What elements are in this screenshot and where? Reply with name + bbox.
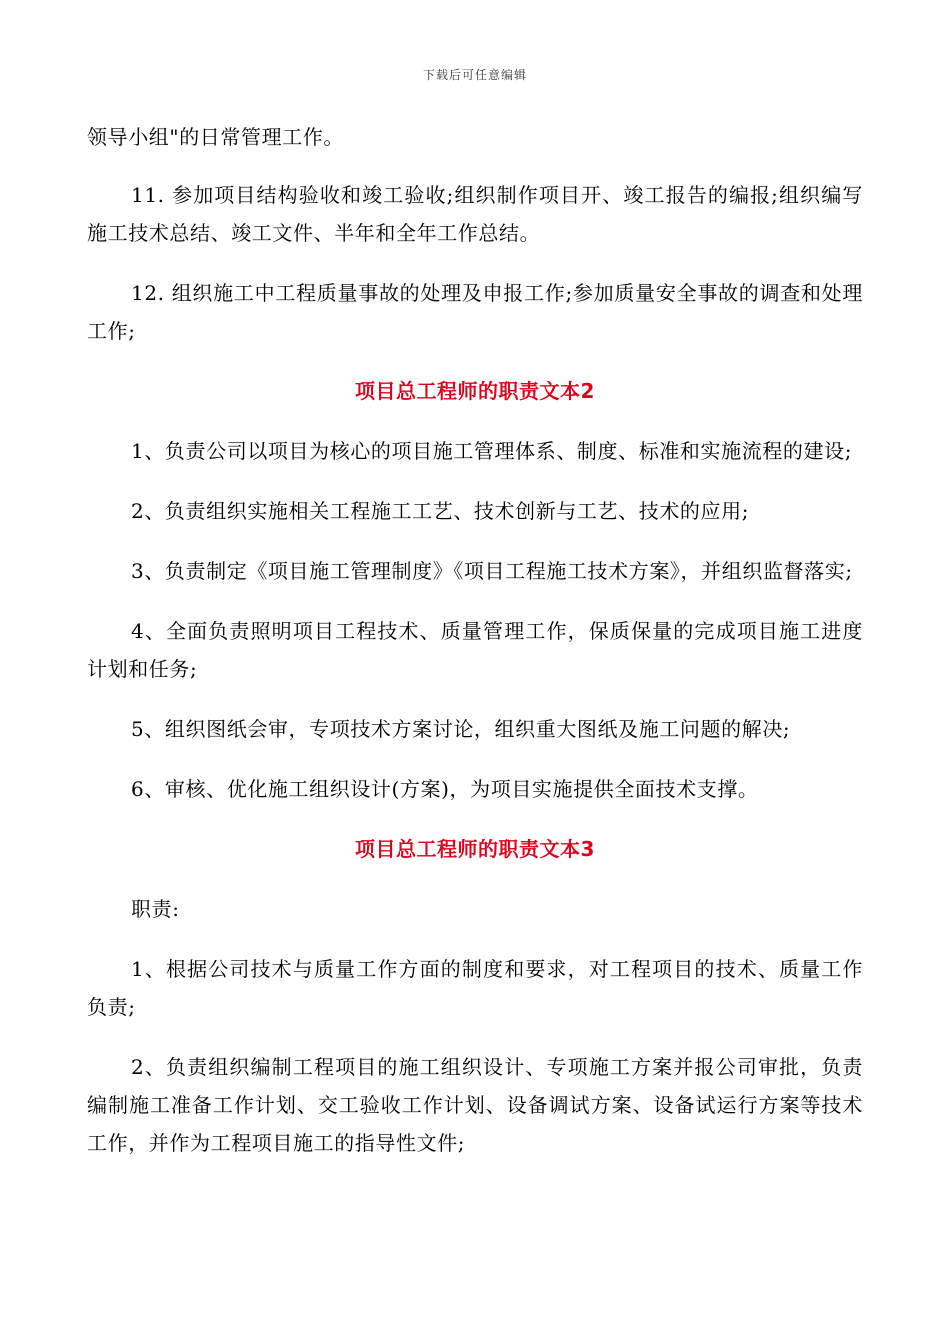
section-3-item-1: 1、根据公司技术与质量工作方面的制度和要求，对工程项目的技术、质量工作负责; — [87, 957, 863, 1019]
section-3-label: 职责: — [131, 897, 180, 921]
section-2-title: 项目总工程师的职责文本2 — [355, 379, 595, 403]
page-header-note: 下载后可任意编辑 — [422, 68, 527, 82]
paragraph-item-11: 11. 参加项目结构验收和竣工验收;组织制作项目开、竣工报告的编报;组织编写施工技术总结、竣工文件、半年和全年工作总结。 — [87, 183, 863, 245]
continuation-paragraph: 领导小组"的日常管理工作。 — [87, 125, 344, 149]
section-2-item-5: 5、组织图纸会审，专项技术方案讨论，组织重大图纸及施工问题的解决; — [131, 717, 791, 741]
section-2-item-4: 4、全面负责照明项目工程技术、质量管理工作，保质保量的完成项目施工进度计划和任务; — [87, 619, 863, 681]
section-3-item-2: 2、负责组织编制工程项目的施工组织设计、专项施工方案并报公司审批，负责编制施工准备工作计划、交工验收工作计划、设备调试方案、设备试运行方案等技术工作，并作为工程项目施工的指导性文件; — [87, 1055, 863, 1155]
document-body — [87, 118, 863, 1184]
section-2-item-3: 3、负责制定《项目施工管理制度》《项目工程施工技术方案》，并组织监督落实; — [131, 559, 853, 583]
section-2-item-6: 6、审核、优化施工组织设计(方案)，为项目实施提供全面技术支撑。 — [131, 777, 759, 801]
section-3-title: 项目总工程师的职责文本3 — [355, 837, 595, 861]
paragraph-item-12: 12. 组织施工中工程质量事故的处理及申报工作;参加质量安全事故的调查和处理工作; — [87, 281, 863, 343]
section-2-item-1: 1、负责公司以项目为核心的项目施工管理体系、制度、标准和实施流程的建设; — [131, 439, 853, 463]
section-2-item-2: 2、负责组织实施相关工程施工工艺、技术创新与工艺、技术的应用; — [131, 499, 750, 523]
